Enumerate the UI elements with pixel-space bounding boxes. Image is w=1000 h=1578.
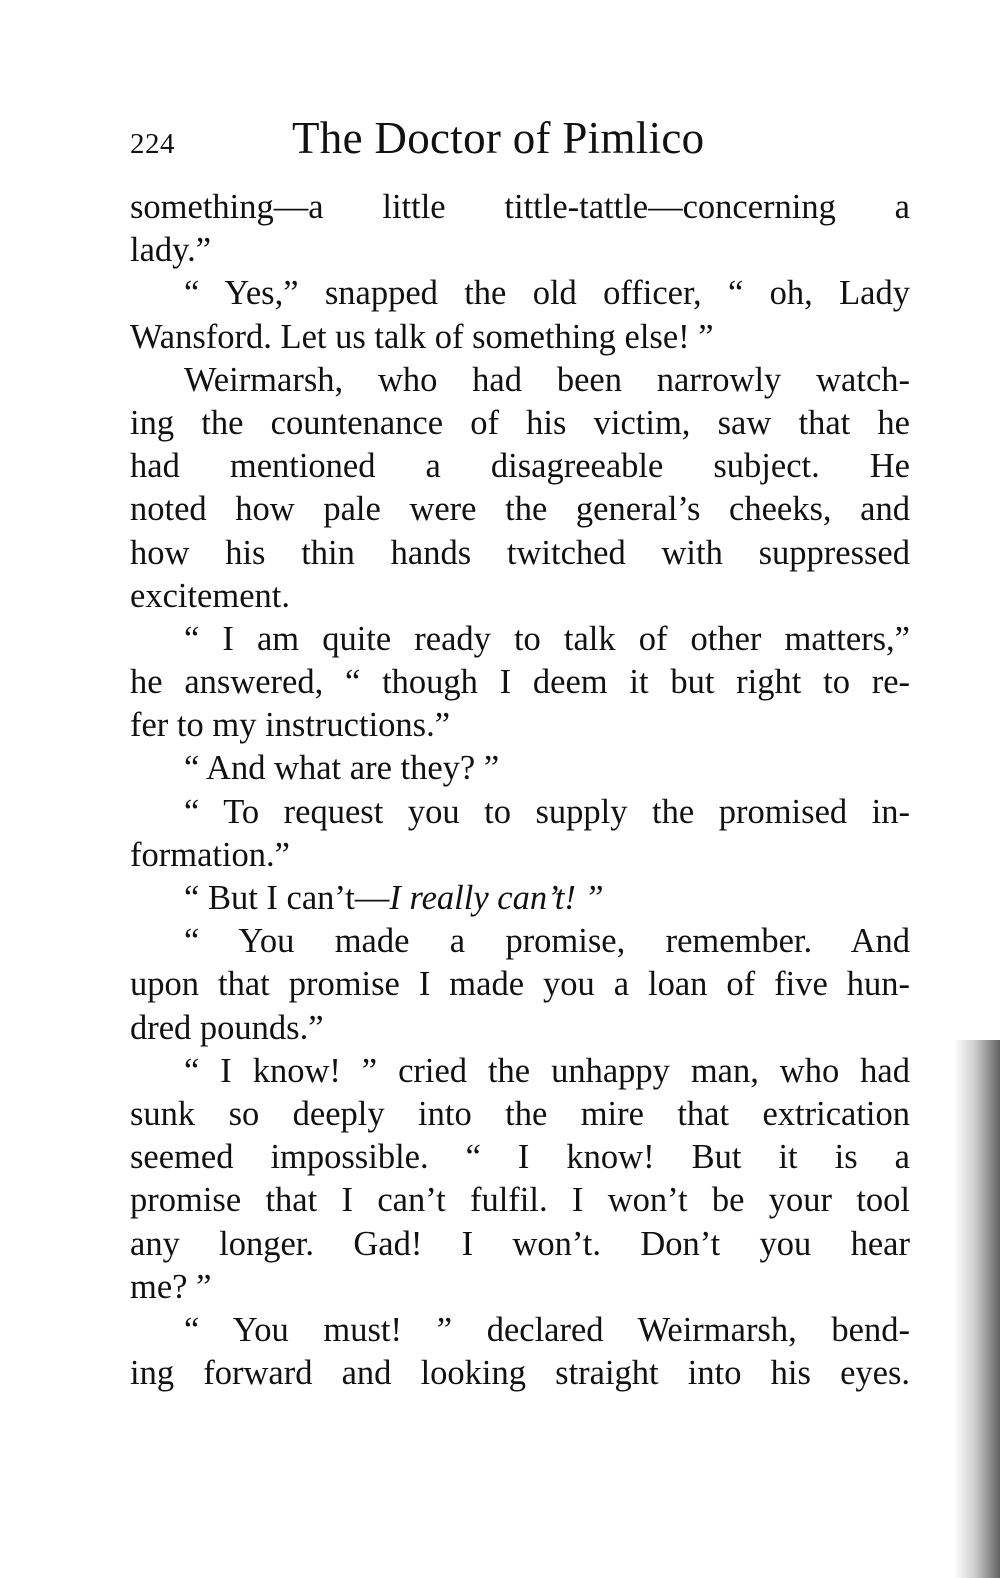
- text-line: dred pounds.”: [130, 1008, 324, 1047]
- text-line: “ Yes,” snapped the old officer, “ oh, Lady: [184, 274, 910, 313]
- page-header: [130, 112, 910, 172]
- text-line: “ You must! ” declared Weirmarsh, bend-: [184, 1310, 910, 1349]
- text-line: “ You made a promise, remember. And: [184, 922, 910, 961]
- text-line: something—a little tittle-tattle—concerning a: [130, 188, 910, 226]
- text-line: “ I am quite ready to talk of other matters,”: [184, 619, 910, 658]
- page-edge-shadow: [954, 1040, 1000, 1578]
- text-line: Weirmarsh, who had been narrowly watch-: [184, 360, 910, 399]
- text-line: excitement.: [130, 576, 290, 615]
- text-line: “ To request you to supply the promised in-: [184, 792, 910, 831]
- text-line: noted how pale were the general’s cheeks, and: [130, 490, 910, 529]
- text-line: had mentioned a disagreeable subject. He: [130, 447, 910, 486]
- text-line: Wansford. Let us talk of something else! ”: [130, 317, 714, 356]
- text-line: fer to my instructions.”: [130, 706, 451, 745]
- text-line: formation.”: [130, 835, 290, 874]
- text-line: seemed impossible. “ I know! But it is a: [130, 1138, 910, 1177]
- text-line: he answered, “ though I deem it but right to re-: [130, 663, 910, 702]
- italic-emphasis: I really can’t! ”: [389, 879, 604, 917]
- text-line: “ I know! ” cried the unhappy man, who had: [184, 1051, 910, 1090]
- body-text: [130, 186, 910, 1395]
- page-number: 224: [130, 128, 175, 160]
- text-line: how his thin hands twitched with suppressed: [130, 533, 910, 572]
- text-line: “ And what are they? ”: [184, 749, 500, 788]
- text-line: any longer. Gad! I won’t. Don’t you hear: [130, 1224, 910, 1263]
- text-line: [130, 877, 910, 920]
- text-line: lady.”: [130, 231, 212, 270]
- text-line: upon that promise I made you a loan of five hun-: [130, 965, 910, 1004]
- text-line: ing forward and looking straight into his eyes.: [130, 1354, 910, 1393]
- running-title: The Doctor of Pimlico: [292, 113, 705, 163]
- text-line: promise that I can’t fulfil. I won’t be your tool: [130, 1181, 910, 1220]
- text-line: ing the countenance of his victim, saw that he: [130, 403, 910, 442]
- text-segment: “ But I can’t—: [184, 879, 390, 917]
- text-line: sunk so deeply into the mire that extrication: [130, 1094, 910, 1133]
- text-line: me? ”: [130, 1267, 212, 1306]
